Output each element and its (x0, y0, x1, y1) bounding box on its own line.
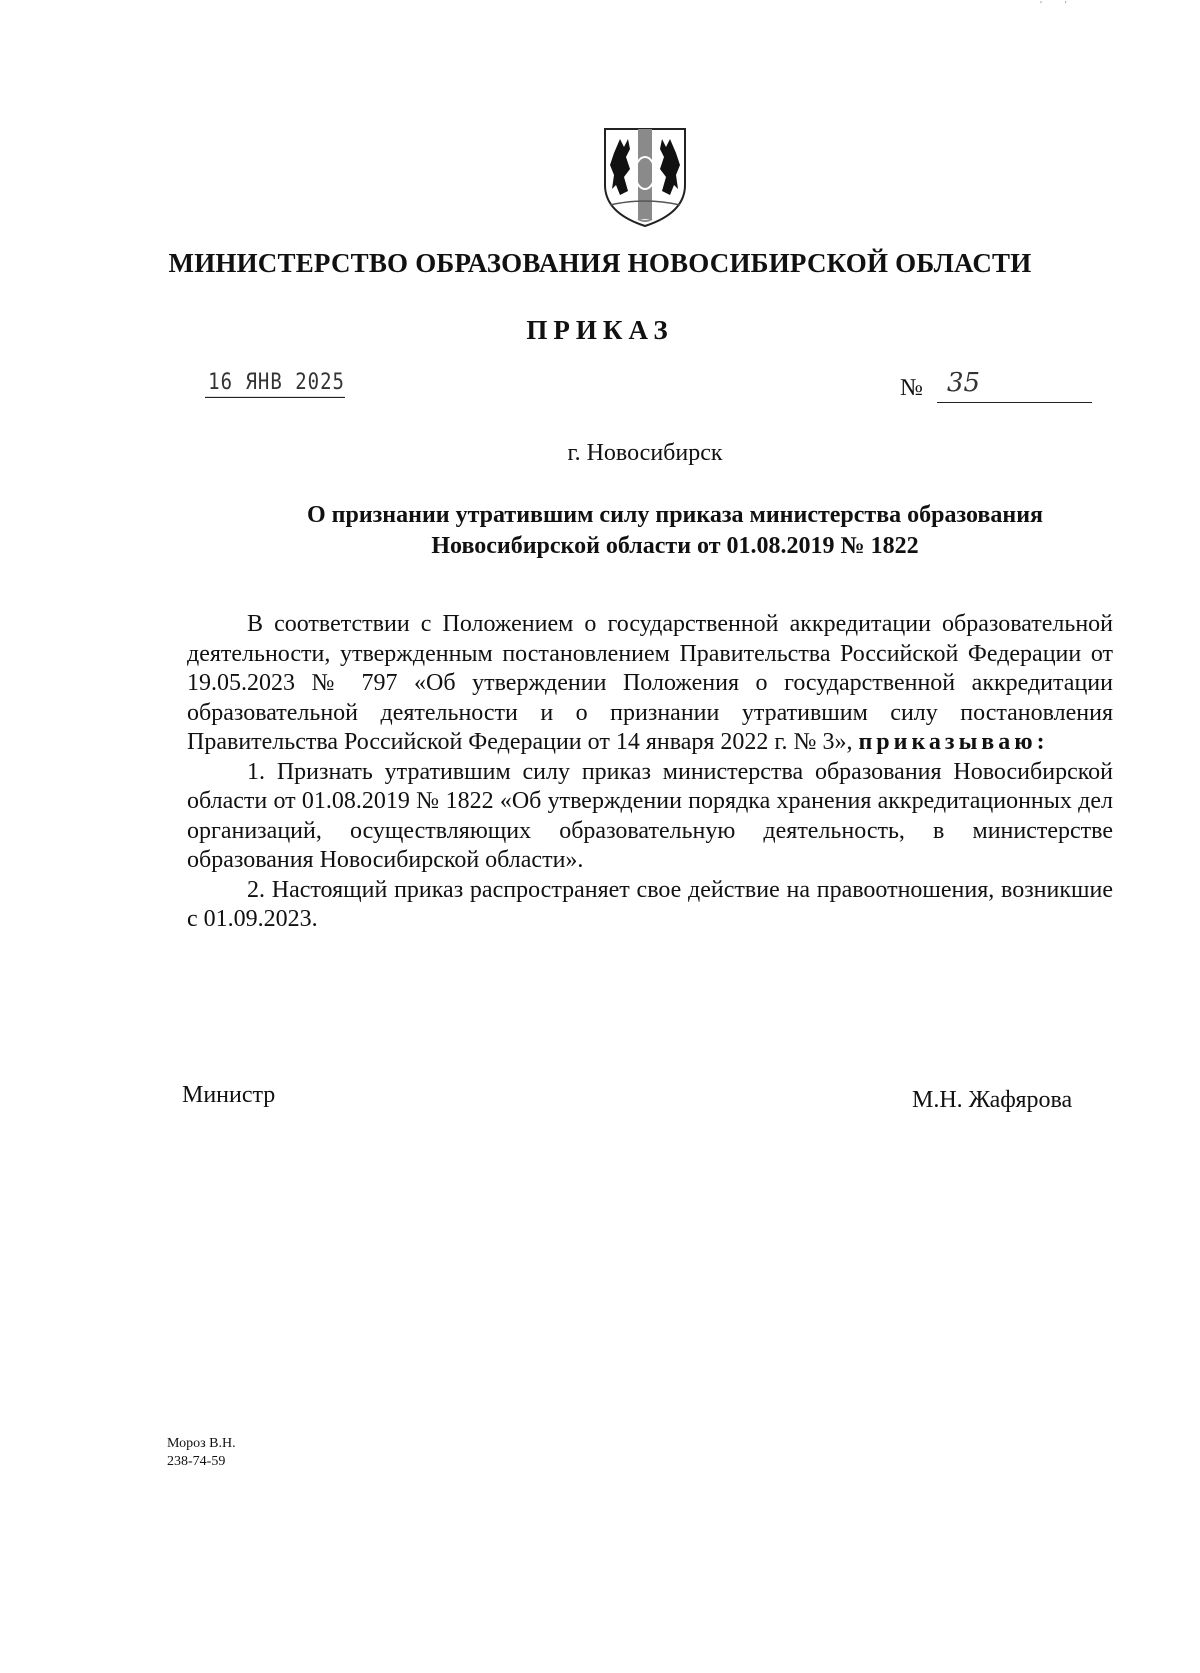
corner-marks: ' ' (1040, 0, 1077, 11)
ministry-name: МИНИСТЕРСТВО ОБРАЗОВАНИЯ НОВОСИБИРСКОЙ ОБЛАСТИ (168, 248, 1032, 278)
number-label: № (900, 375, 923, 401)
order-title: ПРИКАЗ (526, 315, 674, 345)
preamble-paragraph (187, 610, 1113, 758)
order-number: 35 (947, 368, 981, 398)
order-item-1: 1. Признать утратившим силу приказ министерства образования Новосибирской области от 01.08.2019 № 1822 «Об утверждении порядка хранения аккредитационных дел организаций, осуществляющих образовательную деятельность, в министерстве образования Новосибирской области». (187, 758, 1113, 873)
city: г. Новосибирск (567, 440, 723, 466)
signatory-name: М.Н. Жафярова (912, 1087, 1073, 1113)
coat-of-arms-icon (600, 125, 690, 230)
order-body (187, 610, 1113, 935)
order-subject: О признании утратившим силу приказа министерства образования Новосибирской области от 01.08.2019 № 1822 (306, 502, 1044, 559)
preamble-text: В соответствии с Положением о государственной аккредитации образовательной деятельности, утвержденным постановлением Правительства Российской Федерации от 19.05.2023 № 797 «Об утверждении Положения о государственной аккредитации образовательной деятельности и о признании утратившим силу постановления Правительства Российской Федерации от 14 января 2022 г. № 3», (187, 611, 1113, 755)
number-field (937, 370, 1092, 403)
order-date: 16 ЯНВ 2025 (205, 369, 345, 398)
executor-block (167, 1435, 236, 1471)
executor-name: Мороз В.Н. (167, 1436, 236, 1451)
order-item-2: 2. Настоящий приказ распространяет свое действие на правоотношения, возникшие с 01.09.2023. (187, 876, 1113, 932)
order-verb: приказываю: (858, 729, 1049, 755)
signatory-role: Министр (182, 1082, 276, 1108)
executor-phone: 238-74-59 (167, 1454, 226, 1469)
